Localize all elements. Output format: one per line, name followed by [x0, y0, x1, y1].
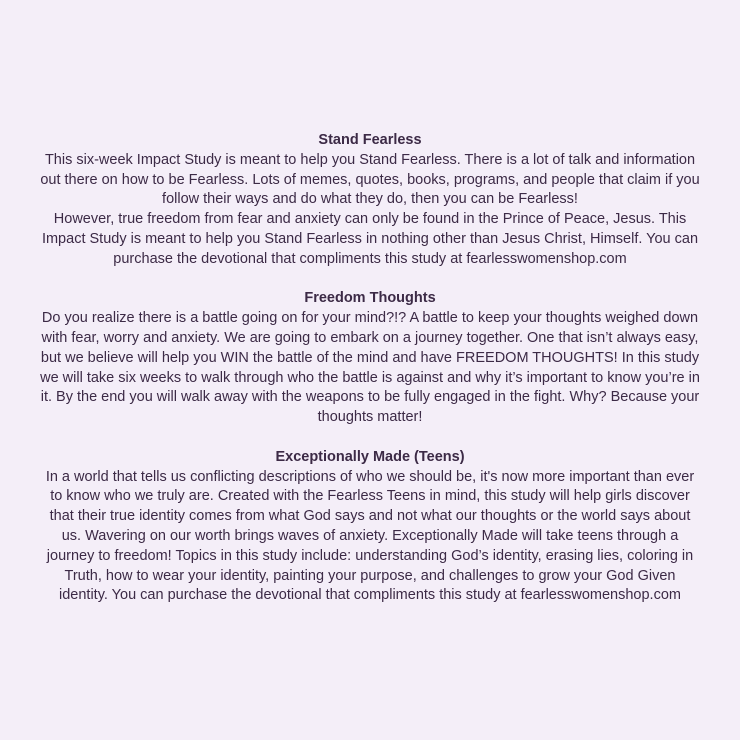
section-body-freedom-thoughts	[40, 309, 700, 428]
section-stand-fearless	[40, 131, 700, 270]
section-exceptionally-made	[40, 448, 700, 606]
section-body-stand-fearless	[40, 151, 700, 270]
stand-fearless-paragraph-2: However, true freedom from fear and anxiety can only be found in the Prince of Peace, Jesus. This Impact Study is meant to help you Stand Fearless in nothing other than Jesus Christ, Himself. You can purchase the devotional that compliments this study at fearlesswomenshop.com	[41, 211, 699, 267]
exceptionally-made-paragraph-1: In a world that tells us conflicting descriptions of who we should be, it's now more important than ever to know who we truly are. Created with the Fearless Teens in mind, this study will help girls discover that their true identity comes from what God says and not what our thoughts or the world says about us. Wavering on our worth brings waves of anxiety. Exceptionally Made will take teens through a journey to freedom! Topics in this study include: understanding God’s identity, erasing lies, coloring in Truth, how to wear your identity, painting your purpose, and challenges to grow your God Given identity. You can purchase the devotional that compliments this study at fearlesswomenshop.com	[45, 468, 695, 604]
section-freedom-thoughts	[40, 289, 700, 428]
freedom-thoughts-paragraph-1: Do you realize there is a battle going on for your mind?!? A battle to keep your thoughts weighed down with fear, worry and anxiety. We are going to embark on a journey together. One that isn’t always easy, but we believe will help you WIN the battle of the mind and have FREEDOM THOUGHTS! In this study we will take six weeks to walk through who the battle is against and why it’s important to know you’re in it. By the end you will walk away with the weapons to be fully engaged in the fight. Why? Because your thoughts matter!	[40, 310, 700, 426]
section-title-freedom-thoughts: Freedom Thoughts	[304, 290, 436, 307]
stand-fearless-paragraph-1: This six-week Impact Study is meant to help you Stand Fearless. There is a lot of talk and information out there on how to be Fearless. Lots of memes, quotes, books, programs, and people that claim if you follow their ways and do what they do, then you can be Fearless!	[40, 151, 700, 208]
section-title-exceptionally-made: Exceptionally Made (Teens)	[275, 448, 465, 465]
section-title-stand-fearless: Stand Fearless	[318, 132, 422, 148]
study-descriptions	[40, 131, 700, 626]
section-body-exceptionally-made	[40, 468, 700, 607]
